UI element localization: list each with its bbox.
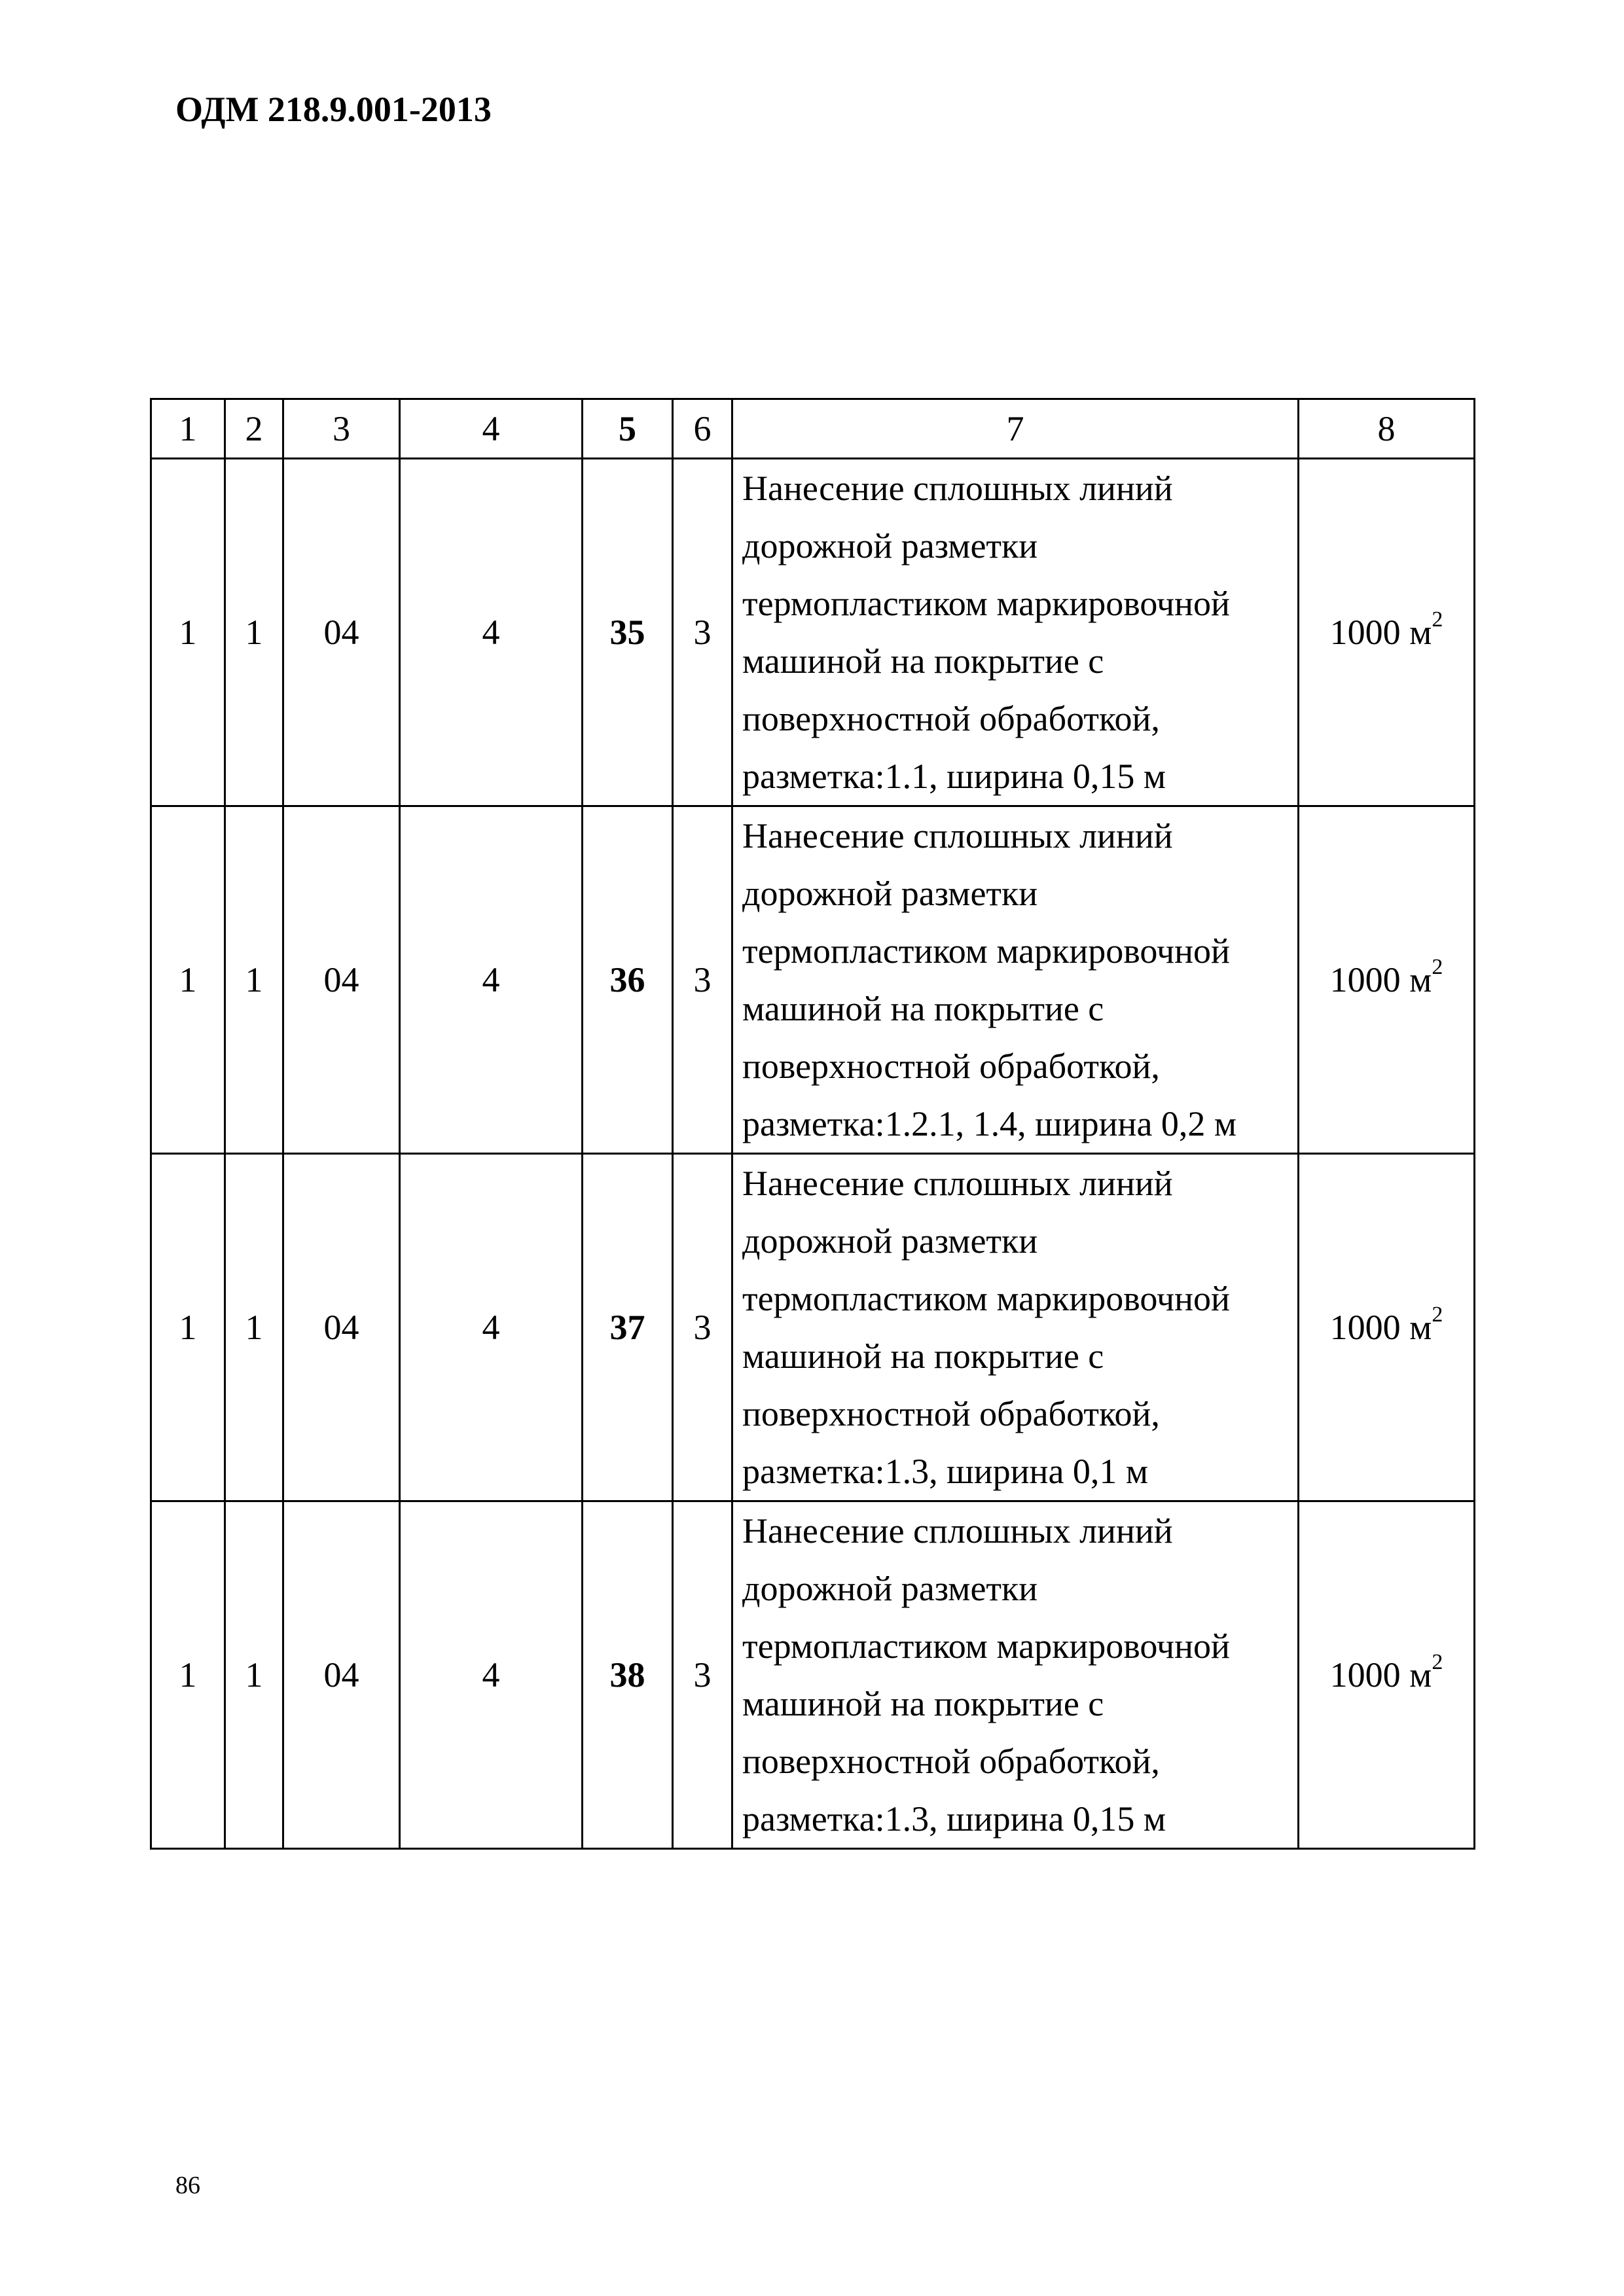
- unit-exponent: 2: [1432, 1650, 1443, 1674]
- class-code-cell: 1: [151, 1501, 225, 1849]
- unit-cell: [1299, 806, 1475, 1154]
- description-line: машиной на покрытие с: [742, 1684, 1104, 1723]
- subgroup-code-cell: 4: [400, 1501, 583, 1849]
- type-code-cell: 3: [673, 806, 732, 1154]
- work-description-cell: [732, 806, 1299, 1154]
- description-line: разметка:1.1, ширина 0,15 м: [742, 757, 1166, 796]
- page-number: 86: [175, 2172, 200, 2199]
- type-code-cell: 3: [673, 1501, 732, 1849]
- table-header-row: [151, 399, 1475, 459]
- description-line: разметка:1.2.1, 1.4, ширина 0,2 м: [742, 1104, 1237, 1143]
- type-code-cell: 3: [673, 459, 732, 806]
- unit-label: 1000 м: [1329, 1655, 1432, 1695]
- header-cell: 6: [673, 399, 732, 459]
- work-description-cell: [732, 459, 1299, 806]
- description-line: дорожной разметки: [742, 1569, 1038, 1608]
- work-description-cell: [732, 1154, 1299, 1501]
- class-code-cell: 1: [151, 806, 225, 1154]
- table-row: [151, 1501, 1475, 1849]
- class-code-cell: 1: [151, 459, 225, 806]
- unit-exponent: 2: [1432, 1302, 1443, 1327]
- header-cell: 8: [1299, 399, 1475, 459]
- description-line: дорожной разметки: [742, 1221, 1038, 1261]
- description-line: машиной на покрытие с: [742, 989, 1104, 1028]
- description-line: машиной на покрытие с: [742, 641, 1104, 681]
- description-line: Нанесение сплошных линий: [742, 816, 1173, 855]
- description-line: дорожной разметки: [742, 526, 1038, 565]
- description-line: термопластиком маркировочной: [742, 931, 1230, 971]
- unit-label: 1000 м: [1329, 613, 1432, 652]
- description-line: поверхностной обработкой,: [742, 699, 1160, 738]
- description-line: термопластиком маркировочной: [742, 584, 1230, 623]
- group-code-cell: 04: [283, 1154, 400, 1501]
- subgroup-code-cell: 4: [400, 459, 583, 806]
- header-cell: 3: [283, 399, 400, 459]
- header-cell: 5: [583, 399, 673, 459]
- subgroup-code-cell: 4: [400, 1154, 583, 1501]
- description-line: разметка:1.3, ширина 0,1 м: [742, 1452, 1149, 1491]
- unit-cell: [1299, 459, 1475, 806]
- description-line: поверхностной обработкой,: [742, 1394, 1160, 1433]
- document-code-header: ОДМ 218.9.001-2013: [175, 90, 492, 129]
- description-line: Нанесение сплошных линий: [742, 1511, 1173, 1551]
- subclass-code-cell: 1: [225, 806, 283, 1154]
- description-line: разметка:1.3, ширина 0,15 м: [742, 1799, 1166, 1839]
- unit-exponent: 2: [1432, 955, 1443, 979]
- group-code-cell: 04: [283, 1501, 400, 1849]
- subclass-code-cell: 1: [225, 459, 283, 806]
- header-cell: 1: [151, 399, 225, 459]
- type-code-cell: 3: [673, 1154, 732, 1501]
- unit-exponent: 2: [1432, 607, 1443, 632]
- header-cell: 7: [732, 399, 1299, 459]
- item-number-cell: 36: [583, 806, 673, 1154]
- classification-table: [150, 398, 1475, 1850]
- group-code-cell: 04: [283, 806, 400, 1154]
- subclass-code-cell: 1: [225, 1501, 283, 1849]
- class-code-cell: 1: [151, 1154, 225, 1501]
- item-number-cell: 35: [583, 459, 673, 806]
- unit-cell: [1299, 1501, 1475, 1849]
- work-description-cell: [732, 1501, 1299, 1849]
- item-number-cell: 38: [583, 1501, 673, 1849]
- item-number-cell: 37: [583, 1154, 673, 1501]
- description-line: термопластиком маркировочной: [742, 1626, 1230, 1666]
- description-line: Нанесение сплошных линий: [742, 469, 1173, 508]
- description-line: поверхностной обработкой,: [742, 1047, 1160, 1086]
- subgroup-code-cell: 4: [400, 806, 583, 1154]
- description-line: машиной на покрытие с: [742, 1336, 1104, 1376]
- header-cell: 2: [225, 399, 283, 459]
- description-line: дорожной разметки: [742, 874, 1038, 913]
- table-row: [151, 806, 1475, 1154]
- description-line: термопластиком маркировочной: [742, 1279, 1230, 1318]
- unit-cell: [1299, 1154, 1475, 1501]
- group-code-cell: 04: [283, 459, 400, 806]
- unit-label: 1000 м: [1329, 1308, 1432, 1347]
- description-line: Нанесение сплошных линий: [742, 1164, 1173, 1203]
- table-row: [151, 1154, 1475, 1501]
- header-cell: 4: [400, 399, 583, 459]
- subclass-code-cell: 1: [225, 1154, 283, 1501]
- table-row: [151, 459, 1475, 806]
- unit-label: 1000 м: [1329, 960, 1432, 999]
- description-line: поверхностной обработкой,: [742, 1742, 1160, 1781]
